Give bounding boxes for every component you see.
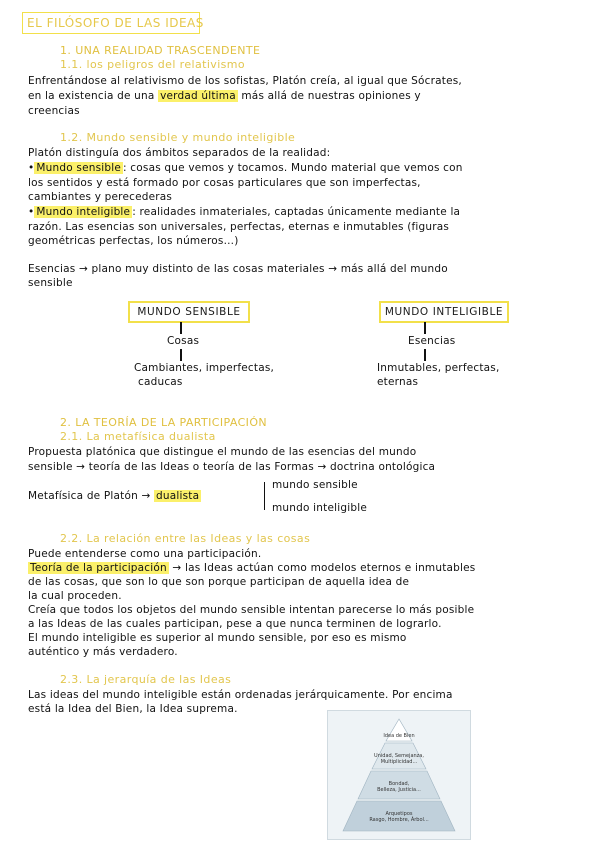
brace <box>264 482 265 510</box>
bullet-line <box>28 205 460 219</box>
highlight: Mundo sensible <box>36 162 122 174</box>
paragraph-line: sensible → teoría de las Ideas o teoría de las Formas → doctrina ontológica <box>28 461 436 473</box>
paragraph-line: los sentidos y está formado por cosas particulares que son imperfectas, <box>28 177 421 189</box>
bullet-line <box>28 161 463 175</box>
pyramid-label: Arquetipos <box>385 811 413 817</box>
box-mundo-sensible: MUNDO SENSIBLE <box>128 301 250 323</box>
text: : realidades inmateriales, captadas únicamente mediante la <box>132 206 461 218</box>
subheading-2-1: 2.1. La metafísica dualista <box>60 430 216 443</box>
connector-line <box>424 349 426 361</box>
pyramid-label: Belleza, Justicia... <box>377 787 421 793</box>
pyramid-label: Unidad, Semejanza, <box>374 753 424 759</box>
paragraph-line <box>28 89 421 103</box>
paragraph-line: sensible <box>28 277 73 289</box>
connector-line <box>424 322 426 334</box>
page-title: EL FILÓSOFO DE LAS IDEAS <box>22 12 200 34</box>
paragraph-line: de las cosas, que son lo que son porque participan de aquella idea de <box>28 576 410 588</box>
paragraph-line: auténtico y más verdadero. <box>28 646 178 658</box>
bullet-dot: • <box>28 162 35 174</box>
subheading-1-1: 1.1. los peligros del relativismo <box>60 58 246 71</box>
paragraph-line: geométricas perfectas, los números...) <box>28 235 239 247</box>
diagram-label: Inmutables, perfectas, <box>377 362 500 374</box>
text: : cosas que vemos y tocamos. Mundo material que vemos con <box>123 162 463 174</box>
subheading-2-2: 2.2. La relación entre las Ideas y las cosas <box>60 532 311 545</box>
paragraph-line: está la Idea del Bien, la Idea suprema. <box>28 703 238 715</box>
paragraph-line <box>28 561 475 575</box>
paragraph-line: Platón distinguía dos ámbitos separados de la realidad: <box>28 147 331 159</box>
pyramid-label: Multiplicidad... <box>380 759 418 765</box>
diagram-label: Cambiantes, imperfectas, <box>134 362 275 374</box>
brace-item: mundo sensible <box>272 479 358 491</box>
pyramid-label: Idea de Bien <box>383 733 415 739</box>
brace-item: mundo inteligible <box>272 502 367 514</box>
subheading-1-2: 1.2. Mundo sensible y mundo inteligible <box>60 131 296 144</box>
section-heading-1: 1. UNA REALIDAD TRASCENDENTE <box>60 44 261 57</box>
text: Metafísica de Platón → <box>28 490 155 502</box>
paragraph-line <box>28 489 201 503</box>
diagram-label: Esencias <box>408 335 456 347</box>
paragraph-line: El mundo inteligible es superior al mundo sensible, por eso es mismo <box>28 632 407 644</box>
connector-line <box>180 349 182 361</box>
paragraph-line: la cual proceden. <box>28 590 122 602</box>
paragraph-line: Propuesta platónica que distingue el mundo de las esencias del mundo <box>28 446 417 458</box>
paragraph-line: Creía que todos los objetos del mundo sensible intentan parecerse lo más posible <box>28 604 475 616</box>
pyramid-label: Bondad, <box>388 781 410 787</box>
text: → las Ideas actúan como modelos eternos e inmutables <box>168 562 476 574</box>
paragraph-line: Enfrentándose al relativismo de los sofistas, Platón creía, al igual que Sócrates, <box>28 75 462 87</box>
paragraph-line: Puede entenderse como una participación. <box>28 548 262 560</box>
highlight: Mundo inteligible <box>36 206 131 218</box>
highlight: dualista <box>156 490 200 502</box>
paragraph-line: Las ideas del mundo inteligible están ordenadas jerárquicamente. Por encima <box>28 689 453 701</box>
highlight: Teoría de la participación <box>30 562 167 574</box>
paragraph-line: razón. Las esencias son universales, perfectas, eternas e inmutables (figuras <box>28 221 450 233</box>
pyramid-label: Rasgo, Hombre, Árbol... <box>369 817 429 823</box>
paragraph-line: a las Ideas de las cuales participan, pese a que nunca terminen de lograrlo. <box>28 618 442 630</box>
pyramid-figure <box>327 710 471 840</box>
diagram-label: caducas <box>138 376 183 388</box>
diagram-label: eternas <box>377 376 419 388</box>
connector-line <box>180 322 182 334</box>
diagram-label: Cosas <box>167 335 200 347</box>
bullet-dot: • <box>28 206 35 218</box>
paragraph-line: Esencias → plano muy distinto de las cosas materiales → más allá del mundo <box>28 263 448 275</box>
text: en la existencia de una <box>28 90 159 102</box>
paragraph-line: creencias <box>28 105 80 117</box>
text: más allá de nuestras opiniones y <box>237 90 421 102</box>
paragraph-line: cambiantes y perecederas <box>28 191 173 203</box>
highlight: verdad última <box>160 90 236 102</box>
box-mundo-inteligible: MUNDO INTELIGIBLE <box>379 301 509 323</box>
subheading-2-3: 2.3. La jerarquía de las Ideas <box>60 673 232 686</box>
section-heading-2: 2. LA TEORÍA DE LA PARTICIPACIÓN <box>60 416 268 429</box>
